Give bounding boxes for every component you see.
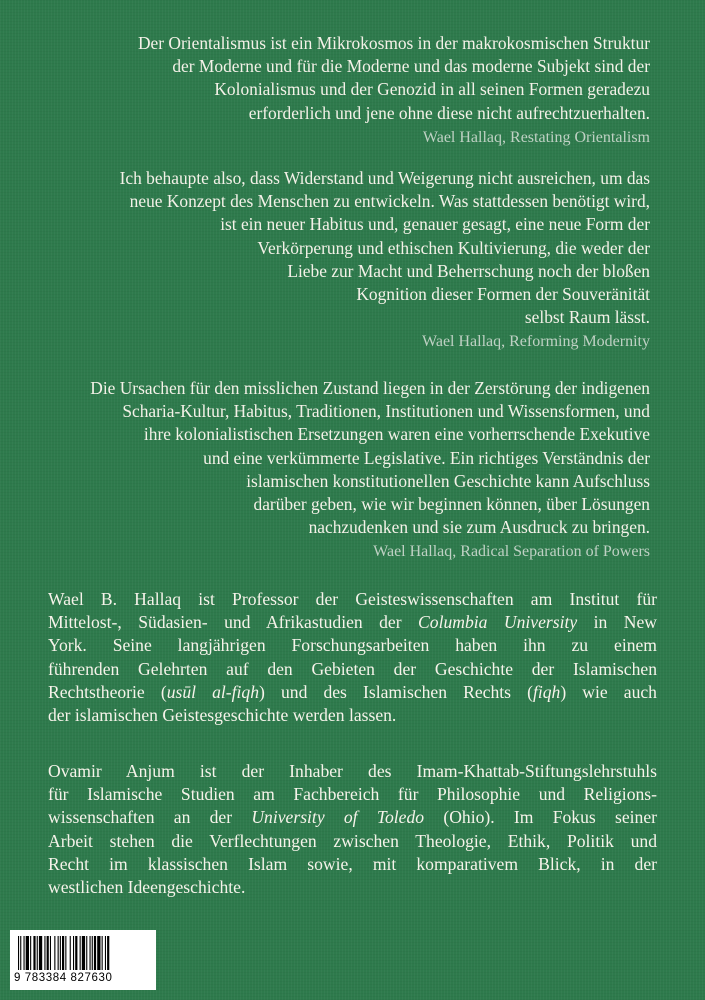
barcode-bar <box>30 936 31 970</box>
barcode-bar <box>39 936 42 970</box>
barcode-bar <box>47 936 49 970</box>
barcode-bar <box>24 936 25 970</box>
quote-line: Kolonialismus und der Genozid in all seinen Formen geradezu <box>214 79 650 100</box>
barcode-bar <box>107 936 109 970</box>
bio-line <box>48 704 657 727</box>
barcode-bars <box>18 936 148 970</box>
bio-line <box>48 588 657 611</box>
barcode-bar <box>44 936 45 970</box>
isbn-barcode <box>10 930 156 990</box>
bio-line <box>48 876 657 899</box>
quote-line: ist ein neuer Habitus und, genauer gesagt, eine neue Form der <box>220 214 650 235</box>
bio-line <box>48 611 657 634</box>
author-bio-anjum <box>48 760 657 899</box>
barcode-bar <box>102 936 103 970</box>
bio-italic-text: usūl al-fiqh <box>166 681 260 702</box>
barcode-bar <box>73 936 74 970</box>
barcode-bar <box>82 936 85 970</box>
barcode-bar <box>18 936 19 970</box>
bio-line <box>48 783 657 806</box>
author-bio-hallaq <box>48 588 657 727</box>
bio-italic-text: fiqh <box>532 681 561 702</box>
barcode-bar <box>37 936 38 970</box>
bio-text: westlichen Ideengeschichte. <box>48 877 246 898</box>
quote-line: Scharia-Kultur, Habitus, Traditionen, Institutionen und Wissensformen, und <box>122 401 650 422</box>
quote-line: Der Orientalismus ist ein Mikrokosmos in der makrokosmischen Struktur <box>138 33 650 53</box>
barcode-bar <box>86 936 87 970</box>
barcode-bar <box>70 936 71 970</box>
quote-attribution: Wael Hallaq, Restating Orientalism <box>422 128 650 146</box>
bio-text: Recht im klassischen Islam sowie, mit komparativem Blick, in der <box>48 853 657 874</box>
quote-attribution: Wael Hallaq, Radical Separation of Powers <box>373 543 650 561</box>
barcode-bar <box>60 936 61 970</box>
bio-text: führenden Gelehrten auf den Gebieten der Geschichte der Islamischen <box>48 658 657 679</box>
quote-line: selbst Raum lässt. <box>524 307 650 328</box>
quote-line: Verkörperung und ethischen Kultivierung, die weder der <box>257 237 650 258</box>
bio-line <box>48 658 657 681</box>
isbn-number: 9 783384 827630 <box>14 972 113 984</box>
barcode-bar <box>62 936 64 970</box>
barcode-bar <box>75 936 77 970</box>
barcode-bar <box>54 936 55 970</box>
barcode-bar <box>92 936 93 970</box>
quote-line: darüber geben, wie wir beginnen können, über Lösungen <box>253 494 650 515</box>
bio-text: York. Seine langjährigen Forschungsarbeiten haben ihn zu einem <box>48 635 657 656</box>
quote-reforming-modernity <box>120 167 650 354</box>
quote-line: ihre kolonialistischen Ersetzungen waren eine vorherrschende Exekutive <box>143 424 650 445</box>
bio-italic-text: University of Toledo <box>251 807 425 828</box>
bio-line <box>48 806 657 829</box>
barcode-bar <box>20 936 21 970</box>
barcode-bar <box>26 936 29 970</box>
quote-line: erforderlich und jene ohne diese nicht aufrechtzuerhalten. <box>248 102 650 123</box>
quote-line: islamischen konstitutionellen Geschichte kann Aufschluss <box>246 470 650 491</box>
quote-line: neue Konzept des Menschen zu entwickeln. Was stattdessen benötigt wird, <box>129 191 650 212</box>
barcode-bar <box>94 936 96 970</box>
barcode-bar <box>50 936 51 970</box>
quote-line: nachzudenken und sie zum Ausdruck zu bringen. <box>308 517 650 538</box>
bio-text: Wael B. Hallaq ist Professor der Geisteswissenschaften am Institut für <box>48 589 657 609</box>
quote-line: und eine verkümmerte Legislative. Ein richtiges Verständnis der <box>203 447 650 468</box>
quote-line: Liebe zur Macht und Beherrschung noch der bloßen <box>287 260 650 281</box>
bio-line <box>48 760 657 783</box>
bio-line <box>48 634 657 657</box>
quote-line: Die Ursachen für den misslichen Zustand liegen in der Zerstörung der indigenen <box>90 378 650 398</box>
barcode-bar <box>105 936 106 970</box>
bio-line <box>48 853 657 876</box>
bio-text: Arbeit stehen die Verflechtungen zwischen Theologie, Ethik, Politik und <box>48 830 657 851</box>
quote-line: der Moderne und für die Moderne und das moderne Subjekt sind der <box>172 56 650 77</box>
barcode-bar <box>90 936 91 970</box>
barcode-bar <box>80 936 81 970</box>
bio-text: (Ohio). Im Fokus seiner <box>424 807 657 828</box>
bio-text: ) und des Islamischen Rechts ( <box>259 681 533 702</box>
quote-attribution: Wael Hallaq, Reforming Modernity <box>422 333 650 351</box>
quote-line: Kognition dieser Formen der Souveränität <box>356 284 650 305</box>
quote-radical-separation <box>90 377 650 564</box>
barcode-bar <box>33 936 35 970</box>
quote-line: Ich behaupte also, dass Widerstand und Weigerung nicht ausreichen, um das <box>119 168 650 188</box>
bio-italic-text: Columbia University <box>418 612 578 633</box>
bio-text: für Islamische Studien am Fachbereich für Philosophie und Religions- <box>48 784 657 805</box>
bio-text: wissenschaften an der <box>48 807 252 828</box>
barcode-bar <box>97 936 100 970</box>
bio-text: ) wie auch <box>560 681 657 702</box>
barcode-bar <box>65 936 66 970</box>
bio-text: in New <box>577 612 657 633</box>
bio-line <box>48 830 657 853</box>
bio-text: Ovamir Anjum ist der Inhaber des Imam-Khattab-Stiftungslehrstuhls <box>48 761 657 781</box>
barcode-bar <box>58 936 59 970</box>
bio-text: Rechtstheorie ( <box>48 681 167 702</box>
quote-restating-orientalism <box>138 32 650 149</box>
bio-text: der islamischen Geistesgeschichte werden lassen. <box>48 705 397 726</box>
bio-line <box>48 681 657 704</box>
bio-text: Mittelost-, Südasien- und Afrikastudien der <box>48 612 419 633</box>
